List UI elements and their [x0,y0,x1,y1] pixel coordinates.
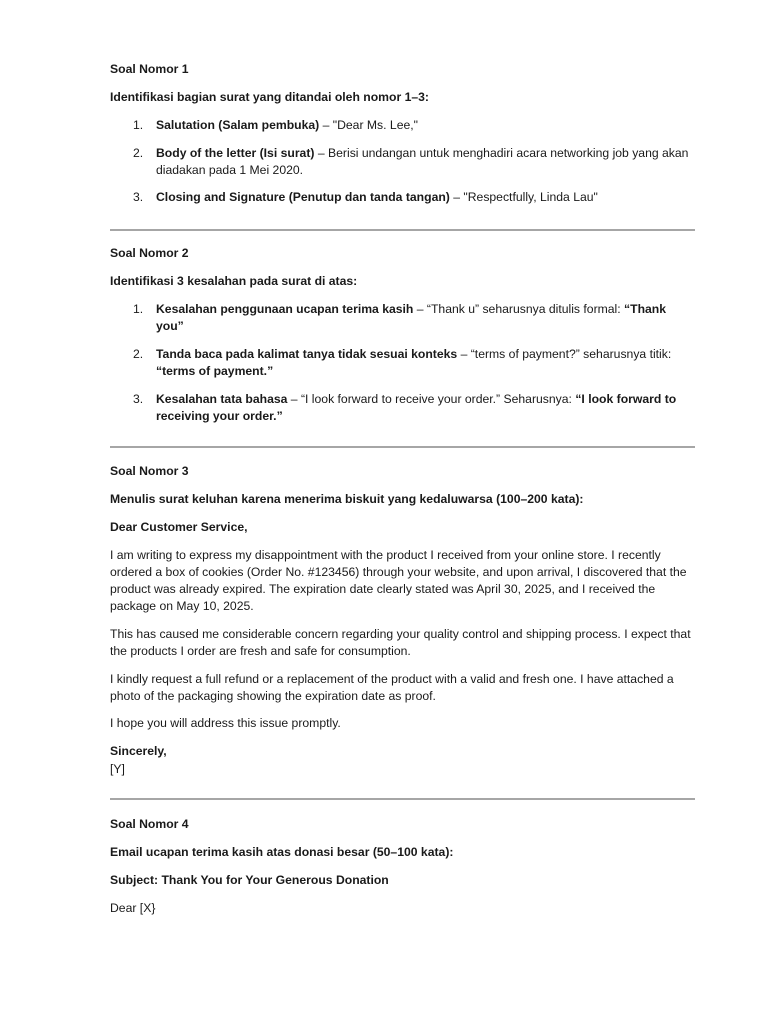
list-number: 3. [133,190,144,204]
letter-paragraph: I hope you will address this issue promptly. [110,716,341,730]
item-text: – “Thank u” seharusnya ditulis formal: [413,302,625,316]
item-correction: “terms of payment.” [156,364,274,378]
list-number: 1. [133,118,144,132]
section-4-title: Soal Nomor 4 [110,817,189,831]
letter-greeting: Dear Customer Service, [110,520,248,534]
section-3-title: Soal Nomor 3 [110,464,189,478]
letter-closing: Sincerely, [110,744,167,758]
section-4-prompt: Email ucapan terima kasih atas donasi besar (50–100 kata): [110,845,454,859]
item-text: – "Dear Ms. Lee," [319,118,418,132]
item-correction: “Thank you” [156,302,667,333]
item-label: Closing and Signature (Penutup dan tanda tangan) [156,190,450,204]
section-1-prompt: Identifikasi bagian surat yang ditandai oleh nomor 1–3: [110,90,429,104]
section-divider [110,229,695,231]
section-divider [110,798,695,800]
section-2-prompt: Identifikasi 3 kesalahan pada surat di atas: [110,274,358,288]
item-text: – “terms of payment?” seharusnya titik: [457,347,672,361]
section-divider [110,446,695,448]
email-subject: Subject: Thank You for Your Generous Donation [110,873,389,887]
letter-signature: [Y] [110,762,125,776]
section-2-title: Soal Nomor 2 [110,246,189,260]
item-label: Salutation (Salam pembuka) [156,118,320,132]
item-label: Tanda baca pada kalimat tanya tidak sesuai konteks [156,347,458,361]
list-number: 2. [133,146,144,160]
letter-paragraph: I am writing to express my disappointment with the product I received from your online store. I recently ordered a box of cookies (Order No. #123456) through your website, and upon arrival, I discovered that the product was already expired. The expiration date clearly stated was April 30, 2025, and I received the package on May 10, 2025. [110,548,687,613]
item-text: – "Respectfully, Linda Lau" [449,190,598,204]
item-text: – “I look forward to receive your order.” Seharusnya: [287,392,576,406]
section-3-prompt: Menulis surat keluhan karena menerima biskuit yang kedaluwarsa (100–200 kata): [110,492,584,506]
list-number: 2. [133,347,144,361]
list-number: 3. [133,392,144,406]
item-label: Body of the letter (Isi surat) [156,146,315,160]
item-label: Kesalahan tata bahasa [156,392,288,406]
item-label: Kesalahan penggunaan ucapan terima kasih [156,302,414,316]
letter-paragraph: This has caused me considerable concern regarding your quality control and shipping process. I expect that the products I order are fresh and safe for consumption. [110,627,691,658]
letter-paragraph: I kindly request a full refund or a replacement of the product with a valid and fresh one. I have attached a photo of the packaging showing the expiration date as proof. [110,672,674,703]
email-greeting: Dear [X} [110,901,156,915]
item-text: – Berisi undangan untuk menghadiri acara networking job yang akan diadakan pada 1 Mei 2020. [156,146,689,177]
list-number: 1. [133,302,144,316]
section-1-title: Soal Nomor 1 [110,62,189,76]
item-correction: “I look forward to receiving your order.” [156,392,677,423]
